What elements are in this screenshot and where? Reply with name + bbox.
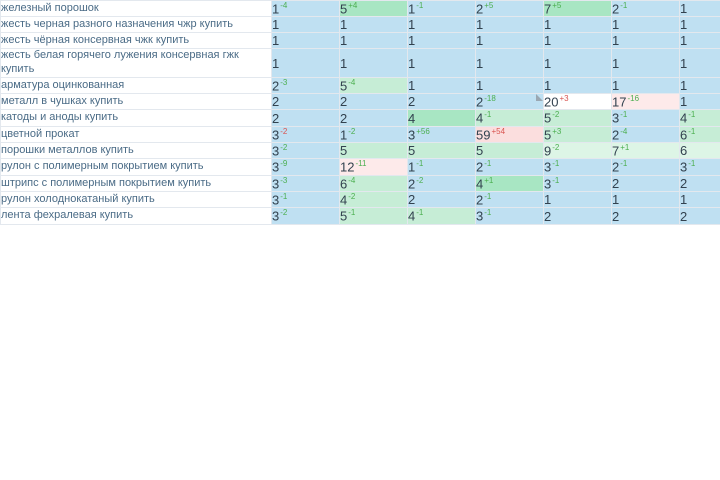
table-row[interactable] bbox=[1, 17, 720, 33]
position-cell[interactable] bbox=[612, 49, 680, 78]
position-cell[interactable] bbox=[272, 94, 340, 110]
position-cell[interactable] bbox=[476, 94, 544, 110]
keyword-label: штрипс с полимерным покрытием купить bbox=[1, 176, 212, 189]
keyword-cell[interactable] bbox=[1, 33, 272, 49]
position-delta: -3 bbox=[280, 175, 288, 185]
position-value: 2 bbox=[612, 175, 620, 191]
position-value: 12 bbox=[340, 159, 355, 175]
position-value: 3 bbox=[272, 143, 280, 159]
keyword-cell[interactable] bbox=[1, 192, 272, 208]
position-delta: -2 bbox=[552, 110, 560, 120]
keyword-label: жесть чёрная консервная чжк купить bbox=[1, 33, 190, 46]
position-value: 1 bbox=[272, 33, 280, 49]
position-cell[interactable] bbox=[612, 126, 680, 142]
position-cell[interactable] bbox=[272, 175, 340, 191]
position-delta: -1 bbox=[348, 208, 356, 218]
position-value: 1 bbox=[408, 17, 416, 33]
position-cell[interactable] bbox=[340, 110, 408, 126]
position-value: 4 bbox=[408, 208, 416, 224]
position-delta: -2 bbox=[280, 126, 288, 136]
position-value: 1 bbox=[408, 55, 416, 71]
position-cell[interactable] bbox=[408, 77, 476, 93]
position-delta: -4 bbox=[280, 1, 288, 10]
position-value: 17 bbox=[612, 94, 627, 110]
position-value: 2 bbox=[408, 94, 416, 110]
position-value: 1 bbox=[272, 17, 280, 33]
position-cell[interactable] bbox=[340, 159, 408, 175]
position-delta: -1 bbox=[280, 192, 288, 202]
position-value: 1 bbox=[612, 192, 620, 208]
position-cell[interactable] bbox=[612, 33, 680, 49]
position-value: 4 bbox=[340, 192, 348, 208]
position-cell[interactable] bbox=[544, 77, 612, 93]
position-delta: -2 bbox=[280, 143, 288, 153]
position-value: 2 bbox=[272, 110, 280, 126]
position-value: 1 bbox=[408, 159, 416, 175]
keyword-label: рулон с полимерным покрытием купить bbox=[1, 160, 204, 173]
position-value: 5 bbox=[408, 143, 416, 159]
position-cell[interactable] bbox=[680, 1, 720, 17]
position-value: 2 bbox=[476, 192, 484, 208]
position-value: 3 bbox=[544, 159, 552, 175]
position-value: 7 bbox=[612, 143, 620, 159]
position-cell[interactable] bbox=[408, 126, 476, 142]
position-value: 6 bbox=[680, 127, 688, 143]
position-cell[interactable] bbox=[544, 49, 612, 78]
position-cell[interactable] bbox=[408, 143, 476, 159]
position-delta: -9 bbox=[280, 159, 288, 169]
position-cell[interactable] bbox=[544, 1, 612, 17]
position-cell[interactable] bbox=[408, 159, 476, 175]
position-cell[interactable] bbox=[680, 159, 720, 175]
position-delta: -1 bbox=[416, 1, 424, 10]
position-value: 1 bbox=[680, 1, 688, 17]
position-cell[interactable] bbox=[476, 208, 544, 224]
position-cell[interactable] bbox=[544, 208, 612, 224]
position-value: 1 bbox=[544, 55, 552, 71]
position-cell[interactable] bbox=[408, 33, 476, 49]
position-cell[interactable] bbox=[680, 126, 720, 142]
position-value: 1 bbox=[680, 94, 688, 110]
position-cell[interactable] bbox=[680, 143, 720, 159]
position-cell[interactable] bbox=[612, 159, 680, 175]
position-delta: -2 bbox=[280, 208, 288, 218]
position-cell[interactable] bbox=[680, 94, 720, 110]
position-value: 1 bbox=[476, 77, 484, 93]
position-delta: -1 bbox=[620, 1, 628, 10]
position-cell[interactable] bbox=[340, 49, 408, 78]
position-value: 4 bbox=[408, 110, 416, 126]
position-value: 1 bbox=[680, 77, 688, 93]
position-delta: -2 bbox=[552, 143, 560, 153]
position-cell[interactable] bbox=[476, 143, 544, 159]
position-cell[interactable] bbox=[476, 175, 544, 191]
position-cell[interactable] bbox=[612, 1, 680, 17]
position-cell[interactable] bbox=[272, 77, 340, 93]
position-cell[interactable] bbox=[544, 192, 612, 208]
position-value: 3 bbox=[272, 192, 280, 208]
position-value: 3 bbox=[408, 127, 416, 143]
position-cell[interactable] bbox=[476, 110, 544, 126]
table-row[interactable] bbox=[1, 33, 720, 49]
keyword-cell[interactable] bbox=[1, 143, 272, 159]
position-cell[interactable] bbox=[680, 33, 720, 49]
position-cell[interactable] bbox=[612, 143, 680, 159]
position-value: 3 bbox=[272, 176, 280, 192]
position-cell[interactable] bbox=[408, 94, 476, 110]
position-cell[interactable] bbox=[476, 33, 544, 49]
table-body bbox=[1, 1, 720, 225]
position-delta: +54 bbox=[491, 126, 506, 136]
table-row[interactable] bbox=[1, 49, 720, 78]
table-row[interactable] bbox=[1, 94, 720, 110]
position-value: 1 bbox=[340, 55, 348, 71]
position-value: 1 bbox=[544, 33, 552, 49]
table-row[interactable] bbox=[1, 192, 720, 208]
position-cell[interactable] bbox=[612, 208, 680, 224]
position-value: 2 bbox=[272, 94, 280, 110]
position-value: 2 bbox=[612, 159, 620, 175]
position-value: 5 bbox=[340, 208, 348, 224]
position-cell[interactable] bbox=[340, 1, 408, 17]
position-delta: +1 bbox=[484, 175, 494, 185]
position-value: 3 bbox=[272, 159, 280, 175]
table-row[interactable] bbox=[1, 159, 720, 175]
position-cell[interactable] bbox=[544, 110, 612, 126]
position-cell[interactable] bbox=[680, 17, 720, 33]
position-value: 1 bbox=[340, 127, 348, 143]
table-row[interactable] bbox=[1, 208, 720, 224]
position-delta: +1 bbox=[620, 143, 630, 153]
position-delta: +56 bbox=[416, 126, 430, 136]
position-value: 2 bbox=[544, 208, 552, 224]
position-value: 1 bbox=[340, 17, 348, 33]
position-value: 5 bbox=[340, 78, 348, 94]
keyword-cell[interactable] bbox=[1, 1, 272, 17]
position-value: 1 bbox=[272, 1, 280, 17]
position-cell[interactable] bbox=[476, 49, 544, 78]
position-value: 2 bbox=[408, 176, 416, 192]
position-value: 5 bbox=[544, 110, 552, 126]
keyword-cell[interactable] bbox=[1, 126, 272, 142]
position-cell[interactable] bbox=[544, 94, 612, 110]
position-cell[interactable] bbox=[408, 175, 476, 191]
position-value: 6 bbox=[680, 143, 688, 159]
position-delta: +4 bbox=[348, 1, 358, 10]
position-value: 2 bbox=[680, 175, 688, 191]
position-cell[interactable] bbox=[476, 77, 544, 93]
position-cell[interactable] bbox=[612, 94, 680, 110]
position-value: 4 bbox=[476, 110, 484, 126]
position-cell[interactable] bbox=[476, 126, 544, 142]
position-cell[interactable] bbox=[340, 175, 408, 191]
position-cell[interactable] bbox=[272, 49, 340, 78]
position-cell[interactable] bbox=[340, 17, 408, 33]
position-cell[interactable] bbox=[612, 17, 680, 33]
position-delta: -1 bbox=[416, 159, 424, 169]
position-value: 1 bbox=[544, 77, 552, 93]
position-delta: -4 bbox=[348, 175, 356, 185]
keyword-cell[interactable] bbox=[1, 208, 272, 224]
position-value: 1 bbox=[340, 33, 348, 49]
position-cell[interactable] bbox=[476, 192, 544, 208]
position-delta: -2 bbox=[348, 126, 356, 136]
position-cell[interactable] bbox=[272, 126, 340, 142]
position-delta: -1 bbox=[688, 159, 696, 169]
keyword-label: порошки металлов купить bbox=[1, 143, 134, 156]
position-value: 1 bbox=[680, 55, 688, 71]
position-delta: -1 bbox=[484, 208, 492, 218]
keyword-cell[interactable] bbox=[1, 77, 272, 93]
bottom-cutoff-strip bbox=[0, 472, 720, 480]
position-value: 5 bbox=[340, 1, 348, 17]
position-value: 5 bbox=[340, 143, 348, 159]
position-delta: -1 bbox=[416, 208, 424, 218]
table-row[interactable] bbox=[1, 175, 720, 191]
position-value: 1 bbox=[680, 192, 688, 208]
position-value: 20 bbox=[544, 94, 559, 110]
position-cell[interactable] bbox=[340, 143, 408, 159]
position-cell[interactable] bbox=[544, 159, 612, 175]
position-value: 1 bbox=[680, 33, 688, 49]
position-value: 2 bbox=[340, 110, 348, 126]
position-value: 1 bbox=[544, 192, 552, 208]
position-cell[interactable] bbox=[476, 159, 544, 175]
position-value: 2 bbox=[612, 208, 620, 224]
position-value: 1 bbox=[476, 33, 484, 49]
position-value: 3 bbox=[680, 159, 688, 175]
position-value: 1 bbox=[544, 17, 552, 33]
position-cell[interactable] bbox=[272, 143, 340, 159]
keyword-cell[interactable] bbox=[1, 110, 272, 126]
position-delta: -1 bbox=[484, 110, 492, 120]
position-cell[interactable] bbox=[408, 49, 476, 78]
position-delta: -18 bbox=[484, 94, 496, 104]
position-value: 2 bbox=[408, 192, 416, 208]
position-delta: +5 bbox=[484, 1, 494, 10]
position-cell[interactable] bbox=[272, 1, 340, 17]
position-delta: -1 bbox=[620, 110, 628, 120]
position-cell[interactable] bbox=[340, 126, 408, 142]
position-delta: -1 bbox=[688, 110, 696, 120]
keyword-label: катоды и аноды купить bbox=[1, 111, 119, 124]
position-cell[interactable] bbox=[680, 77, 720, 93]
position-delta: -3 bbox=[280, 77, 288, 87]
position-value: 1 bbox=[612, 17, 620, 33]
position-value: 1 bbox=[408, 77, 416, 93]
position-value: 6 bbox=[340, 176, 348, 192]
position-cell[interactable] bbox=[544, 33, 612, 49]
position-cell[interactable] bbox=[680, 110, 720, 126]
position-cell[interactable] bbox=[272, 208, 340, 224]
position-cell[interactable] bbox=[612, 110, 680, 126]
position-value: 5 bbox=[544, 127, 552, 143]
position-value: 1 bbox=[272, 55, 280, 71]
table-row[interactable] bbox=[1, 143, 720, 159]
table-row[interactable] bbox=[1, 126, 720, 142]
position-value: 3 bbox=[272, 208, 280, 224]
keyword-label: жесть черная разного назначения чжр купить bbox=[1, 17, 233, 30]
table-row[interactable] bbox=[1, 77, 720, 93]
position-value: 2 bbox=[272, 78, 280, 94]
position-cell[interactable] bbox=[680, 208, 720, 224]
position-delta: +3 bbox=[552, 126, 562, 136]
keyword-label: цветной прокат bbox=[1, 127, 80, 140]
position-cell[interactable] bbox=[408, 110, 476, 126]
position-cell[interactable] bbox=[544, 175, 612, 191]
position-delta: -2 bbox=[348, 192, 356, 202]
position-value: 2 bbox=[680, 208, 688, 224]
keyword-label: рулон холоднокатаный купить bbox=[1, 192, 155, 205]
position-value: 2 bbox=[612, 127, 620, 143]
position-delta: -1 bbox=[484, 159, 492, 169]
position-value: 2 bbox=[476, 159, 484, 175]
position-delta: -1 bbox=[620, 159, 628, 169]
position-value: 3 bbox=[544, 176, 552, 192]
position-cell[interactable] bbox=[340, 208, 408, 224]
position-value: 1 bbox=[408, 33, 416, 49]
position-delta: -11 bbox=[355, 159, 367, 169]
position-value: 3 bbox=[612, 110, 620, 126]
position-cell[interactable] bbox=[272, 192, 340, 208]
position-value: 2 bbox=[612, 1, 620, 17]
position-delta: -4 bbox=[348, 77, 356, 87]
position-value: 1 bbox=[612, 33, 620, 49]
position-cell[interactable] bbox=[680, 192, 720, 208]
position-cell[interactable] bbox=[272, 159, 340, 175]
position-delta: +5 bbox=[552, 1, 562, 10]
position-value: 3 bbox=[476, 208, 484, 224]
position-value: 3 bbox=[272, 127, 280, 143]
position-value: 1 bbox=[612, 77, 620, 93]
keyword-cell[interactable] bbox=[1, 49, 272, 78]
position-delta: -2 bbox=[416, 175, 424, 185]
position-cell[interactable] bbox=[340, 77, 408, 93]
keyword-label: лента фехралевая купить bbox=[1, 209, 134, 222]
position-cell[interactable] bbox=[408, 208, 476, 224]
position-value: 9 bbox=[544, 143, 552, 159]
position-delta: -1 bbox=[484, 192, 492, 202]
keyword-label: арматура оцинкованная bbox=[1, 78, 125, 91]
position-value: 1 bbox=[476, 55, 484, 71]
position-cell[interactable] bbox=[408, 1, 476, 17]
position-value: 2 bbox=[476, 1, 484, 17]
position-cell[interactable] bbox=[680, 49, 720, 78]
table-row[interactable] bbox=[1, 110, 720, 126]
position-value: 2 bbox=[340, 94, 348, 110]
position-delta: +3 bbox=[559, 94, 569, 104]
position-cell[interactable] bbox=[544, 126, 612, 142]
position-cell[interactable] bbox=[340, 33, 408, 49]
position-cell[interactable] bbox=[272, 33, 340, 49]
position-value: 1 bbox=[408, 1, 416, 17]
position-cell[interactable] bbox=[612, 175, 680, 191]
position-value: 7 bbox=[544, 1, 552, 17]
position-value: 59 bbox=[476, 127, 491, 143]
position-cell[interactable] bbox=[544, 143, 612, 159]
position-delta: -1 bbox=[688, 126, 696, 136]
position-value: 2 bbox=[476, 94, 484, 110]
position-value: 4 bbox=[680, 110, 688, 126]
position-delta: -1 bbox=[552, 159, 560, 169]
keyword-cell[interactable] bbox=[1, 94, 272, 110]
keyword-positions-table bbox=[0, 0, 720, 225]
position-cell[interactable] bbox=[476, 17, 544, 33]
position-value: 1 bbox=[680, 17, 688, 33]
keyword-cell[interactable] bbox=[1, 175, 272, 191]
position-cell[interactable] bbox=[272, 17, 340, 33]
position-cell[interactable] bbox=[340, 94, 408, 110]
position-value: 1 bbox=[612, 55, 620, 71]
position-value: 4 bbox=[476, 176, 484, 192]
position-delta: -1 bbox=[552, 175, 560, 185]
position-cell[interactable] bbox=[340, 192, 408, 208]
position-cell[interactable] bbox=[544, 17, 612, 33]
position-cell[interactable] bbox=[272, 110, 340, 126]
position-value: 5 bbox=[476, 143, 484, 159]
position-delta: -4 bbox=[620, 126, 628, 136]
keyword-label: железный порошок bbox=[1, 1, 99, 14]
position-cell[interactable] bbox=[612, 192, 680, 208]
table-row[interactable] bbox=[1, 1, 720, 17]
position-delta: -16 bbox=[627, 94, 640, 104]
position-cell[interactable] bbox=[408, 17, 476, 33]
position-cell[interactable] bbox=[612, 77, 680, 93]
position-cell[interactable] bbox=[476, 1, 544, 17]
position-cell[interactable] bbox=[408, 192, 476, 208]
keyword-label: жесть белая горячего лужения консервная гжк купить bbox=[1, 49, 239, 76]
keyword-label: металл в чушках купить bbox=[1, 94, 124, 107]
position-cell[interactable] bbox=[680, 175, 720, 191]
keyword-cell[interactable] bbox=[1, 17, 272, 33]
position-value: 1 bbox=[476, 17, 484, 33]
keyword-cell[interactable] bbox=[1, 159, 272, 175]
